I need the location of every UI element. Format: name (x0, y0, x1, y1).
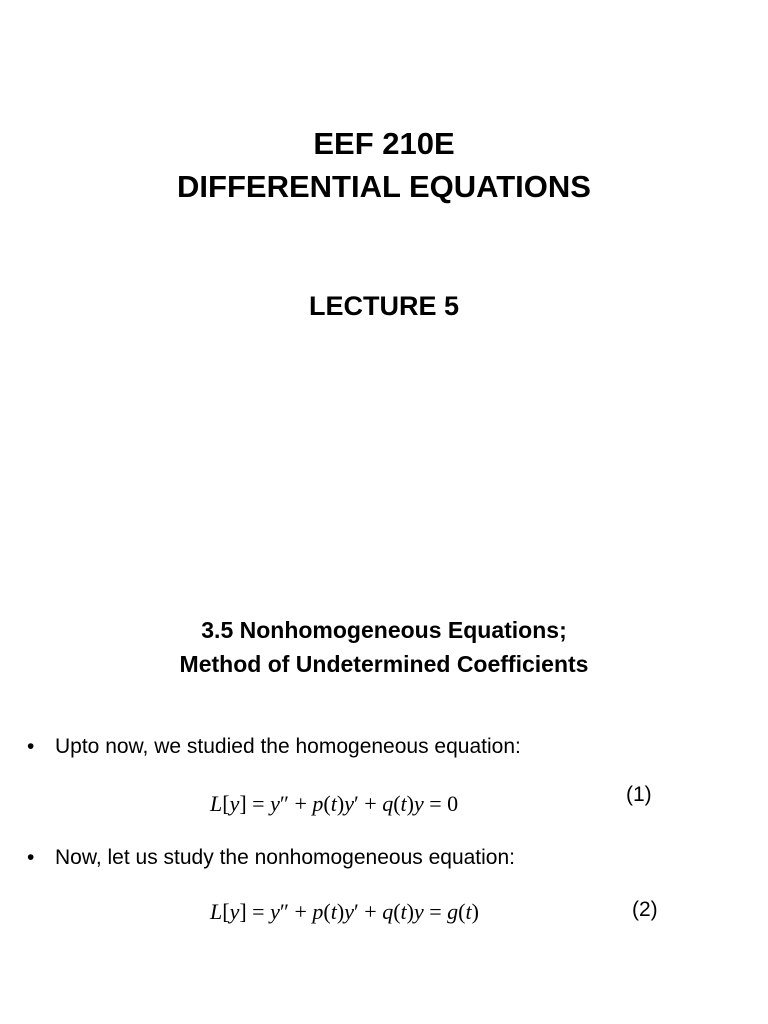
bullet-icon: • (27, 846, 35, 869)
bullet-item-nonhomogeneous (27, 844, 515, 872)
content-slide (0, 512, 768, 1024)
bullet-text: Now, let us study the nonhomogeneous equation: (55, 846, 515, 869)
equation-nonhomogeneous: L[y] = y″ + p(t)y′ + q(t)y = g(t) (210, 899, 479, 924)
equation-homogeneous: L[y] = y″ + p(t)y′ + q(t)y = 0 (210, 791, 459, 816)
section-title-line2: Method of Undetermined Coefficients (179, 651, 589, 677)
course-code: EEF 210E (313, 126, 455, 161)
section-title-line1: 3.5 Nonhomogeneous Equations; (201, 617, 567, 643)
bullet-icon: • (27, 735, 35, 758)
bullet-text: Upto now, we studied the homogeneous equation: (55, 735, 521, 758)
equation-number: (1) (626, 783, 652, 806)
bullet-item-homogeneous (27, 733, 521, 761)
lecture-label: LECTURE 5 (308, 291, 460, 321)
course-title (0, 122, 768, 208)
section-title (0, 613, 768, 681)
course-name: DIFFERENTIAL EQUATIONS (177, 169, 591, 204)
equation-number: (2) (632, 898, 658, 921)
